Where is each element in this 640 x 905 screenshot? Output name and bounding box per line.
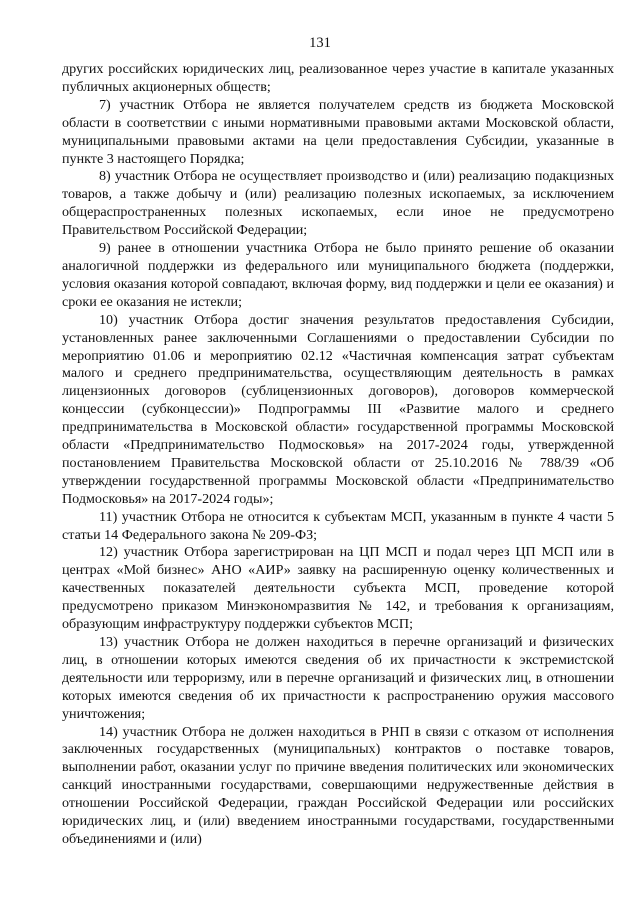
paragraph-item-10: 10) участник Отбора достиг значения результатов предоставления Субсидии, установленных ранее заключенными Соглашениями о предоставлении Субсидии по мероприятию 01.06 и мероприятию 02.12 «Частичная компенсация затрат субъектам малого и среднего предпринимательства, осуществляющим деятельность в рамках лицензионных договоров (сублицензионных договоров), договоров коммерческой концессии (субконцессии)» Подпрограммы III «Развитие малого и среднего предпринимательства в Московской области» государственной программы Московской области «Предпринимательство Подмосковья» на 2017-2024 годы, утвержденной постановлением Правительства Московской области от 25.10.2016 № 788/39 «Об утверждении государственной программы Московской области «Предпринимательство Подмосковья» на 2017-2024 годы»;	[62, 311, 614, 507]
paragraph-item-13: 13) участник Отбора не должен находиться в перечне организаций и физических лиц, в отношении которых имеются сведения об их причастности к экстремистской деятельности или терроризму, или в перечне организаций и физических лиц, в отношении которых имеются сведения об их причастности к распространению оружия массового уничтожения;	[62, 634, 614, 722]
paragraph-item-12: 12) участник Отбора зарегистрирован на ЦП МСП и подал через ЦП МСП или в центрах «Мой бизнес» АНО «АИР» заявку на расширенную оценку количественных и качественных показателей деятельности субъекта МСП, проведение которой предусмотрено приказом Минэкономразвития № 142, и требования к организациям, образующим инфраструктуру поддержки субъектов МСП;	[62, 544, 614, 633]
paragraph-item-9: 9) ранее в отношении участника Отбора не было принято решение об оказании аналогичной поддержки из федерального или муниципального бюджета (поддержки, условия оказания которой совпадают, включая форму, вид поддержки и цели ее оказания) и сроки ее оказания не истекли;	[62, 240, 614, 310]
paragraph-item-7: 7) участник Отбора не является получателем средств из бюджета Московской области в соответствии с иными нормативными правовыми актами Московской области, муниципальными правовыми актами на цели предоставления Субсидии, указанные в пункте 3 настоящего Порядка;	[62, 96, 614, 167]
paragraph-item-11: 11) участник Отбора не относится к субъектам МСП, указанным в пункте 4 части 5 статьи 14 Федерального закона № 209-ФЗ;	[62, 508, 614, 543]
paragraph-item-14: 14) участник Отбора не должен находиться в РНП в связи с отказом от исполнения заключенных государственных (муниципальных) контрактов о поставке товаров, выполнении работ, оказании услуг по причине введения политических или экономических санкций иностранными государствами, совершающими недружественные действия в отношении Российской Федерации, граждан Российской Федерации или российских юридических лиц, и (или) введением иностранными государствами, государственными объединениями и (или)	[62, 723, 614, 847]
paragraph-item-8: 8) участник Отбора не осуществляет производство и (или) реализацию подакцизных товаров, а также добычу и (или) реализацию полезных ископаемых, за исключением общераспространенных полезных ископаемых, если иное не предусмотрено Правительством Российской Федерации;	[62, 168, 614, 239]
page-number: 131	[309, 35, 331, 51]
paragraph-continuation: других российских юридических лиц, реализованное через участие в капитале указанных публичных акционерных обществ;	[62, 61, 614, 95]
document-body	[62, 61, 614, 849]
